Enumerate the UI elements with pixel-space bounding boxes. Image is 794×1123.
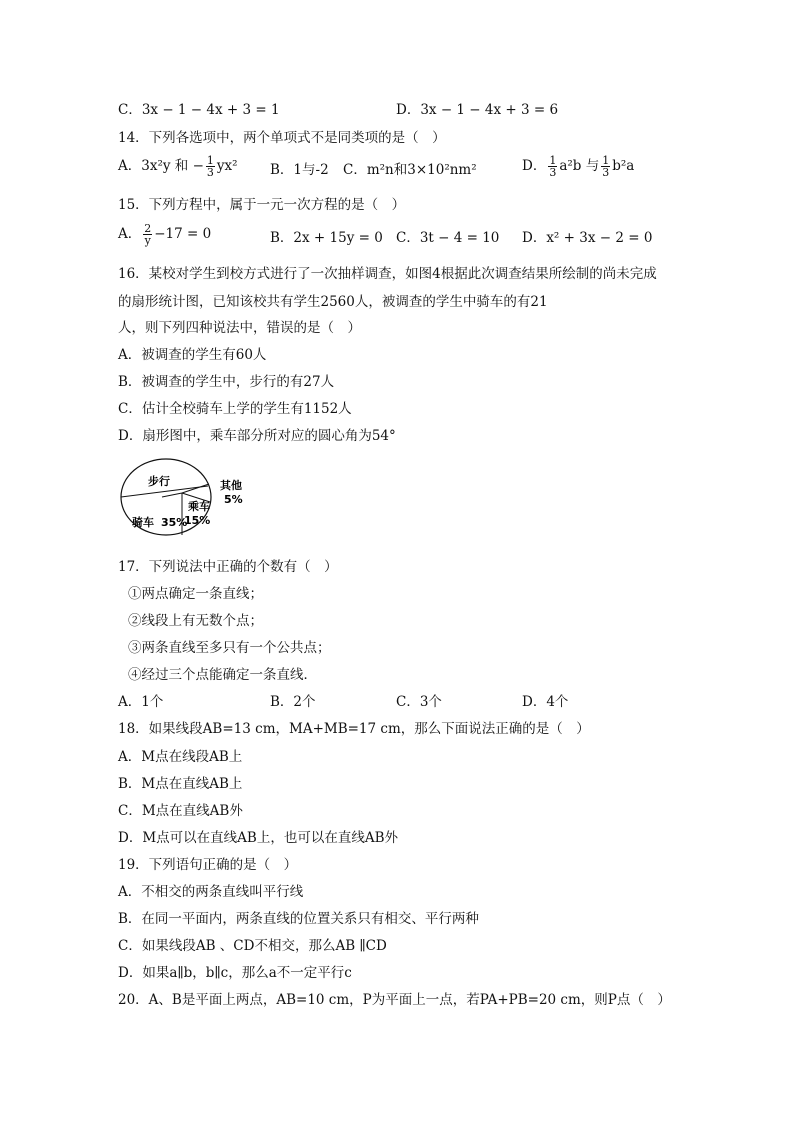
pie-label-bus: 乘车 [188, 500, 210, 513]
q15-option-a-pre: A． [118, 226, 142, 242]
q16-option-c: C．估计全校骑车上学的学生有1152人 [118, 401, 352, 417]
q19-stem: 19．下列语句正确的是（ ） [118, 857, 298, 873]
q15-stem: 15．下列方程中，属于一元一次方程的是（ ） [118, 197, 406, 213]
pie-label-walk: 步行 [148, 475, 170, 488]
q19-option-b: B．在同一平面内，两条直线的位置关系只有相交、平行两种 [118, 911, 479, 927]
fraction-numerator: 1 [602, 154, 610, 167]
q15-option-d: D．x² + 3x − 2 = 0 [522, 230, 653, 246]
q19-option-c: C．如果线段AB 、CD不相交，那么AB ∥CD [118, 938, 387, 954]
q18-option-c: C．M点在直线AB外 [118, 803, 243, 819]
q18-option-d: D．M点可以在直线AB上，也可以在直线AB外 [118, 830, 398, 846]
q18-option-b: B．M点在直线AB上 [118, 776, 243, 792]
pie-chart [118, 453, 268, 543]
pie-value-bike: 35% [161, 516, 188, 529]
q14-option-d-fraction-2 [601, 155, 610, 178]
q14-option-c: C．m²n和3×10²nm² [343, 162, 477, 178]
q16-option-b: B．被调查的学生中，步行的有27人 [118, 374, 335, 390]
q17-option-a: A．1个 [118, 694, 164, 710]
q17-statement-1: ①两点确定一条直线； [128, 586, 263, 602]
q16-stem-line-1: 16．某校对学生到校方式进行了一次抽样调查，如图4根据此次调查结果所绘制的尚未完成 [118, 266, 657, 282]
q20-stem: 20．A、B是平面上两点，AB=10 cm，P为平面上一点，若PA+PB=20 cm，则P点（ ） [118, 992, 671, 1008]
fraction-numerator: 2 [144, 222, 152, 235]
q14-option-d [522, 155, 634, 178]
q15-option-a-post: −17 = 0 [154, 226, 212, 242]
q14-option-a [118, 155, 238, 178]
q15-option-b: B．2x + 15y = 0 [270, 230, 383, 246]
q14-option-a-post: yx² [216, 158, 238, 174]
fraction-denominator: 3 [549, 166, 557, 179]
q14-option-d-pre: D． [522, 158, 547, 174]
pie-value-bus: 15% [184, 514, 211, 527]
q17-option-d: D．4个 [522, 694, 569, 710]
q15-option-a-fraction [143, 223, 152, 246]
q13-option-c: C．3x − 1 − 4x + 3 = 1 [118, 102, 280, 118]
q14-option-d-post: b²a [612, 158, 635, 174]
q17-option-c: C．3个 [396, 694, 442, 710]
q18-option-a: A．M点在线段AB上 [118, 749, 243, 765]
q16-option-d: D．扇形图中，乘车部分所对应的圆心角为54° [118, 428, 396, 444]
pie-value-other: 5% [224, 493, 243, 506]
q19-option-d: D．如果a∥b，b∥c，那么a不一定平行c [118, 965, 352, 981]
q14-option-a-fraction [206, 155, 215, 178]
q18-stem: 18．如果线段AB=13 cm，MA+MB=17 cm，那么下面说法正确的是（ ） [118, 721, 590, 737]
q16-stem-line-2: 的扇形统计图，已知该校共有学生2560人，被调查的学生中骑车的有21 [118, 294, 548, 310]
q14-option-d-fraction-1 [548, 155, 557, 178]
fraction-denominator: y [144, 234, 151, 247]
fraction-numerator: 1 [206, 154, 214, 167]
q15-option-a [118, 223, 211, 246]
q17-stem: 17．下列说法中正确的个数有（ ） [118, 559, 338, 575]
q14-option-b: B．1与-2 [270, 162, 329, 178]
q14-option-a-pre: A．3x²y 和 − [118, 158, 204, 174]
pie-label-bike: 骑车 [132, 516, 154, 529]
q17-statement-4: ④经过三个点能确定一条直线． [128, 667, 317, 683]
fraction-numerator: 1 [549, 154, 557, 167]
fraction-denominator: 3 [206, 166, 214, 179]
pie-label-other: 其他 [220, 479, 242, 492]
q17-statement-3: ③两条直线至多只有一个公共点； [128, 640, 331, 656]
q16-option-a: A．被调查的学生有60人 [118, 347, 267, 363]
pie-divider-center [162, 493, 182, 497]
q14-stem: 14．下列各选项中，两个单项式不是同类项的是（ ） [118, 130, 446, 146]
q16-stem-line-3: 人，则下列四种说法中，错误的是（ ） [118, 320, 361, 336]
q14-option-d-mid: a²b 与 [559, 158, 600, 174]
fraction-denominator: 3 [602, 166, 610, 179]
q15-option-c: C．3t − 4 = 10 [396, 230, 500, 246]
q13-option-d: D．3x − 1 − 4x + 3 = 6 [396, 102, 559, 118]
q19-option-a: A．不相交的两条直线叫平行线 [118, 884, 304, 900]
q17-option-b: B．2个 [270, 694, 316, 710]
q17-statement-2: ②线段上有无数个点； [128, 613, 263, 629]
